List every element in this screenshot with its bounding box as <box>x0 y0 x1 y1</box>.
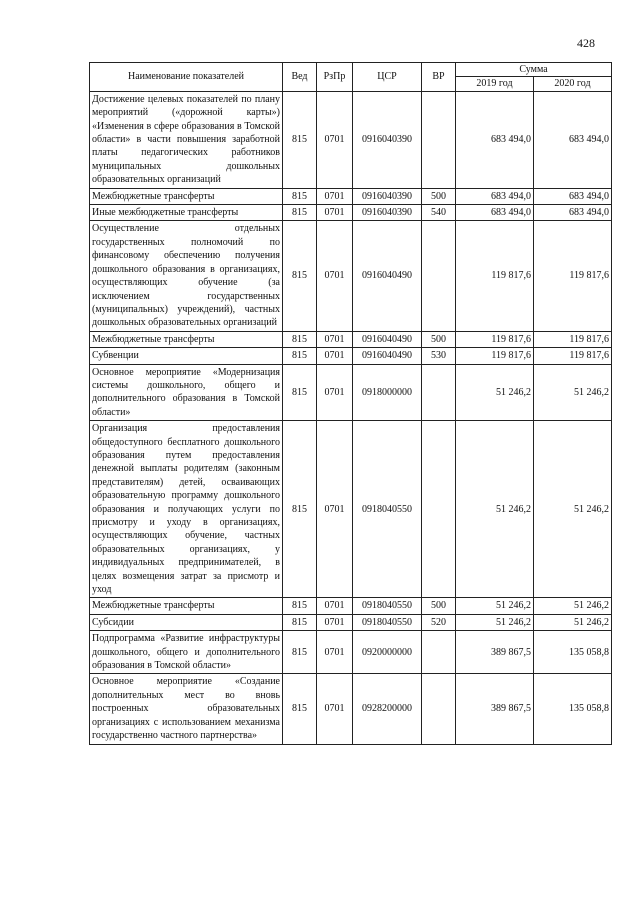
row-ved: 815 <box>283 631 317 674</box>
header-csr: ЦСР <box>353 63 422 92</box>
row-rzpr: 0701 <box>317 598 353 614</box>
row-csr: 0918040550 <box>353 614 422 630</box>
row-sum-2020: 683 494,0 <box>534 205 612 221</box>
row-ved: 815 <box>283 221 317 331</box>
row-sum-2019: 389 867,5 <box>456 631 534 674</box>
table-row <box>90 674 612 744</box>
row-ved: 815 <box>283 91 317 188</box>
row-ved: 815 <box>283 364 317 421</box>
row-vr: 500 <box>422 598 456 614</box>
row-sum-2019: 683 494,0 <box>456 205 534 221</box>
row-name: Организация предоставления общедоступного бесплатного дошкольного образования путем предоставления денежной выплаты родителям (законным представителям) детей, осваивающих образовательную программу дошкольного образования и получающих услуги по присмотру и уходу в организациях, осуществляющих обучение, частных образовательных организациях, у индивидуальных предпринимателей, в целях возмещения затрат за присмотр и уход <box>90 421 283 598</box>
row-vr <box>422 221 456 331</box>
row-sum-2020: 51 246,2 <box>534 421 612 598</box>
header-ved: Вед <box>283 63 317 92</box>
row-vr <box>422 674 456 744</box>
row-sum-2020: 51 246,2 <box>534 614 612 630</box>
row-ved: 815 <box>283 614 317 630</box>
row-vr <box>422 421 456 598</box>
page-number: 428 <box>577 36 595 50</box>
row-rzpr: 0701 <box>317 614 353 630</box>
header-sum: Сумма <box>456 63 612 77</box>
row-name: Подпрограмма «Развитие инфраструктуры дошкольного, общего и дополнительного образования в Томской области» <box>90 631 283 674</box>
row-name: Субвенции <box>90 348 283 364</box>
row-name: Межбюджетные трансферты <box>90 188 283 204</box>
table-row <box>90 331 612 347</box>
row-csr: 0916040390 <box>353 205 422 221</box>
row-csr: 0916040390 <box>353 188 422 204</box>
row-csr: 0918040550 <box>353 598 422 614</box>
row-name: Осуществление отдельных государственных полномочий по финансовому обеспечению получения дошкольного образования в организациях, осуществляющих обучение (за исключением государственных (муниципальных) учреждений), частных дошкольных образовательных организаций <box>90 221 283 331</box>
row-vr: 500 <box>422 188 456 204</box>
row-csr: 0918040550 <box>353 421 422 598</box>
row-sum-2019: 51 246,2 <box>456 364 534 421</box>
table-row <box>90 598 612 614</box>
header-name: Наименование показателей <box>90 63 283 92</box>
row-sum-2020: 51 246,2 <box>534 364 612 421</box>
row-csr: 0916040490 <box>353 331 422 347</box>
row-vr: 540 <box>422 205 456 221</box>
row-sum-2019: 51 246,2 <box>456 614 534 630</box>
row-rzpr: 0701 <box>317 91 353 188</box>
table-row <box>90 221 612 331</box>
row-sum-2020: 135 058,8 <box>534 674 612 744</box>
row-sum-2020: 119 817,6 <box>534 331 612 347</box>
row-sum-2019: 51 246,2 <box>456 421 534 598</box>
table-row <box>90 631 612 674</box>
row-csr: 0918000000 <box>353 364 422 421</box>
row-rzpr: 0701 <box>317 331 353 347</box>
row-rzpr: 0701 <box>317 421 353 598</box>
header-vr: ВР <box>422 63 456 92</box>
row-sum-2019: 683 494,0 <box>456 91 534 188</box>
table-row <box>90 421 612 598</box>
row-rzpr: 0701 <box>317 364 353 421</box>
row-sum-2019: 683 494,0 <box>456 188 534 204</box>
row-csr: 0920000000 <box>353 631 422 674</box>
row-csr: 0916040390 <box>353 91 422 188</box>
row-vr <box>422 91 456 188</box>
row-vr: 530 <box>422 348 456 364</box>
row-rzpr: 0701 <box>317 221 353 331</box>
header-rzpr: РзПр <box>317 63 353 92</box>
row-vr: 500 <box>422 331 456 347</box>
row-rzpr: 0701 <box>317 348 353 364</box>
row-sum-2020: 683 494,0 <box>534 188 612 204</box>
row-sum-2019: 51 246,2 <box>456 598 534 614</box>
row-sum-2020: 51 246,2 <box>534 598 612 614</box>
header-year-2019: 2019 год <box>456 77 534 91</box>
row-vr: 520 <box>422 614 456 630</box>
row-ved: 815 <box>283 205 317 221</box>
row-vr <box>422 364 456 421</box>
row-name: Достижение целевых показателей по плану мероприятий («дорожной карты») «Изменения в сфере образования в Томской области» в части повышения заработной платы педагогических работников муниципальных дошкольных образовательных организаций <box>90 91 283 188</box>
row-sum-2020: 119 817,6 <box>534 221 612 331</box>
table-row <box>90 205 612 221</box>
row-name: Основное мероприятие «Создание дополнительных мест во вновь построенных образовательных организациях с использованием механизма государственно частного партнерства» <box>90 674 283 744</box>
row-name: Межбюджетные трансферты <box>90 331 283 347</box>
row-sum-2019: 389 867,5 <box>456 674 534 744</box>
row-ved: 815 <box>283 188 317 204</box>
row-sum-2020: 119 817,6 <box>534 348 612 364</box>
row-ved: 815 <box>283 348 317 364</box>
row-csr: 0928200000 <box>353 674 422 744</box>
row-sum-2020: 683 494,0 <box>534 91 612 188</box>
row-ved: 815 <box>283 331 317 347</box>
row-csr: 0916040490 <box>353 221 422 331</box>
header-year-2020: 2020 год <box>534 77 612 91</box>
row-ved: 815 <box>283 674 317 744</box>
table-row <box>90 188 612 204</box>
row-name: Иные межбюджетные трансферты <box>90 205 283 221</box>
row-sum-2019: 119 817,6 <box>456 348 534 364</box>
row-sum-2019: 119 817,6 <box>456 331 534 347</box>
row-sum-2019: 119 817,6 <box>456 221 534 331</box>
row-name: Основное мероприятие «Модернизация системы дошкольного, общего и дополнительного образования в Томской области» <box>90 364 283 421</box>
row-ved: 815 <box>283 421 317 598</box>
row-rzpr: 0701 <box>317 205 353 221</box>
row-rzpr: 0701 <box>317 631 353 674</box>
table-row <box>90 91 612 188</box>
row-vr <box>422 631 456 674</box>
budget-table <box>89 62 612 745</box>
row-name: Субсидии <box>90 614 283 630</box>
row-rzpr: 0701 <box>317 188 353 204</box>
table-row <box>90 348 612 364</box>
row-rzpr: 0701 <box>317 674 353 744</box>
row-sum-2020: 135 058,8 <box>534 631 612 674</box>
row-ved: 815 <box>283 598 317 614</box>
row-name: Межбюджетные трансферты <box>90 598 283 614</box>
table-row <box>90 614 612 630</box>
table-row <box>90 364 612 421</box>
row-csr: 0916040490 <box>353 348 422 364</box>
